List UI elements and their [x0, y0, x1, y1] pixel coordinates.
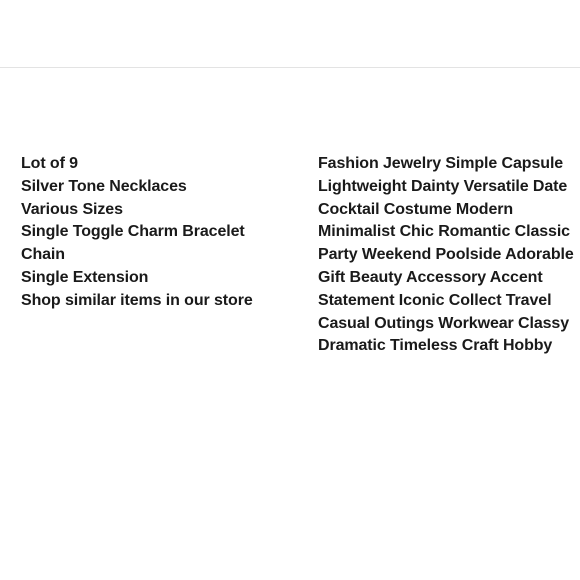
keyword-line: Cocktail Costume Modern [318, 200, 514, 218]
shop-similar-text: Shop similar items in our store [21, 291, 253, 309]
keyword-line: Minimalist Chic Romantic Classic [318, 223, 570, 241]
keyword-line: Fashion Jewelry Simple Capsule [318, 155, 564, 172]
keyword-line: Lightweight Dainty Versatile Date [318, 177, 568, 195]
keyword-line: Casual Outings Workwear Classy [318, 314, 570, 332]
lot-count-text: Lot of 9 [21, 155, 78, 172]
listing-keywords [318, 153, 580, 358]
keyword-line: Dramatic Timeless Craft Hobby [318, 337, 553, 355]
bracelet-text: Single Toggle Charm Bracelet [21, 223, 245, 241]
listing-details [21, 153, 291, 313]
extension-text: Single Extension [21, 268, 149, 286]
keyword-line: Party Weekend Poolside Adorable [318, 246, 574, 264]
top-divider [0, 67, 580, 68]
keyword-line: Gift Beauty Accessory Accent [318, 268, 543, 286]
bracelet-text-continued: Chain [21, 246, 65, 264]
item-type-text: Silver Tone Necklaces [21, 177, 187, 195]
keyword-line: Statement Iconic Collect Travel [318, 291, 552, 309]
sizes-text: Various Sizes [21, 200, 123, 218]
